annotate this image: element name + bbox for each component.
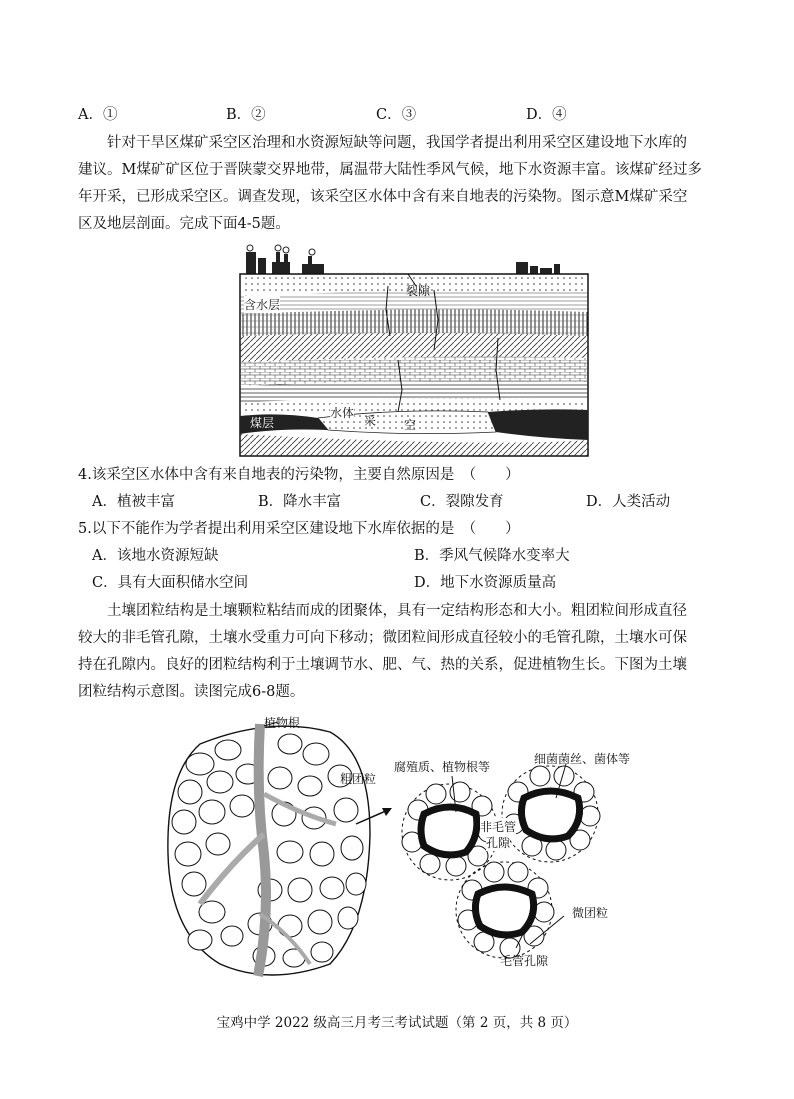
intro-paragraph-6-8	[78, 598, 718, 706]
goaf-label-2: 空	[404, 418, 417, 432]
water-body-label: 水体	[330, 406, 355, 420]
q5-option-c: C．具有大面积储水空间	[92, 575, 249, 591]
micro-aggregate-cluster-3	[456, 862, 554, 958]
intro-paragraph-4-5	[78, 130, 718, 238]
q4-option-c: C．裂隙发育	[420, 494, 504, 510]
q4-option-a: A．植被丰富	[92, 494, 175, 510]
q4-stem: 4.该采空区水体中含有来自地表的污染物，主要自然原因是 （ ）	[78, 467, 520, 483]
q3-option-d: D．④	[526, 107, 567, 123]
coarse-aggregate-label: 粗团粒	[340, 772, 377, 786]
intro-line: 针对干旱区煤矿采空区治理和水资源短缺等问题，我国学者提出利用采空区建设地下水库的	[107, 135, 687, 151]
intro-line: 建议。M煤矿矿区位于晋陕蒙交界地带，属温带大陆性季风气候，地下水资源丰富。该煤矿经过多	[78, 162, 702, 178]
intro-line: 年开采，已形成采空区。调查发现，该采空区水体中含有来自地表的污染物。图示意M煤矿采空	[78, 189, 688, 205]
q4-option-d: D．人类活动	[586, 494, 671, 510]
intro-line: 持在孔隙内。良好的团粒结构利于土壤调节水、肥、气、热的关系，促进植物生长。下图为土壤	[78, 657, 687, 673]
q3-option-b: B．②	[226, 107, 266, 123]
intro-line: 团粒结构示意图。读图完成6-8题。	[78, 684, 305, 700]
intro-line: 区及地层剖面。完成下面4-5题。	[78, 216, 290, 232]
q5-option-a: A．该地水资源短缺	[92, 548, 219, 564]
goaf-label-1: 采	[364, 414, 377, 428]
q3-option-c: C．③	[376, 107, 417, 123]
non-capillary-pore-label-2: 孔隙	[486, 836, 511, 850]
micro-aggregate-cluster-2	[502, 766, 600, 862]
soil-aggregate-drawing	[160, 714, 720, 986]
page-footer: 宝鸡中学 2022 级高三月考三考试试题（第 2 页，共 8 页）	[216, 1015, 578, 1031]
plant-root-label: 植物根	[264, 716, 301, 730]
non-capillary-pore-label-1: 非毛管	[480, 820, 517, 834]
humus-roots-label: 腐殖质、植物根等	[394, 760, 491, 774]
capillary-pore-label: 毛管孔隙	[500, 954, 549, 968]
q4-option-b: B．降水丰富	[258, 494, 342, 510]
q5-stem: 5.以下不能作为学者提出利用采空区建设地下水库依据的是 （ ）	[78, 521, 520, 537]
coal-seam-label: 煤层	[250, 416, 275, 430]
q5-option-b: B．季风气候降水变率大	[414, 548, 570, 564]
fungi-label: 细菌菌丝、菌体等	[534, 752, 631, 766]
q5-option-d: D．地下水资源质量高	[414, 575, 557, 591]
fissure-label: 裂隙	[406, 284, 431, 298]
goaf-cross-section-figure	[238, 240, 590, 458]
micro-aggregate-label: 微团粒	[572, 906, 609, 920]
aquifer-label: 含水层	[244, 298, 281, 312]
soil-aggregate-figure	[160, 714, 720, 986]
intro-line: 土壤团粒结构是土壤颗粒粘结而成的团聚体，具有一定结构形态和大小。粗团粒间形成直径	[107, 603, 687, 619]
intro-line: 较大的非毛管孔隙，土壤水受重力可向下移动；微团粒间形成直径较小的毛管孔隙，土壤水可保	[78, 630, 687, 646]
q3-option-a: A．①	[78, 107, 118, 123]
